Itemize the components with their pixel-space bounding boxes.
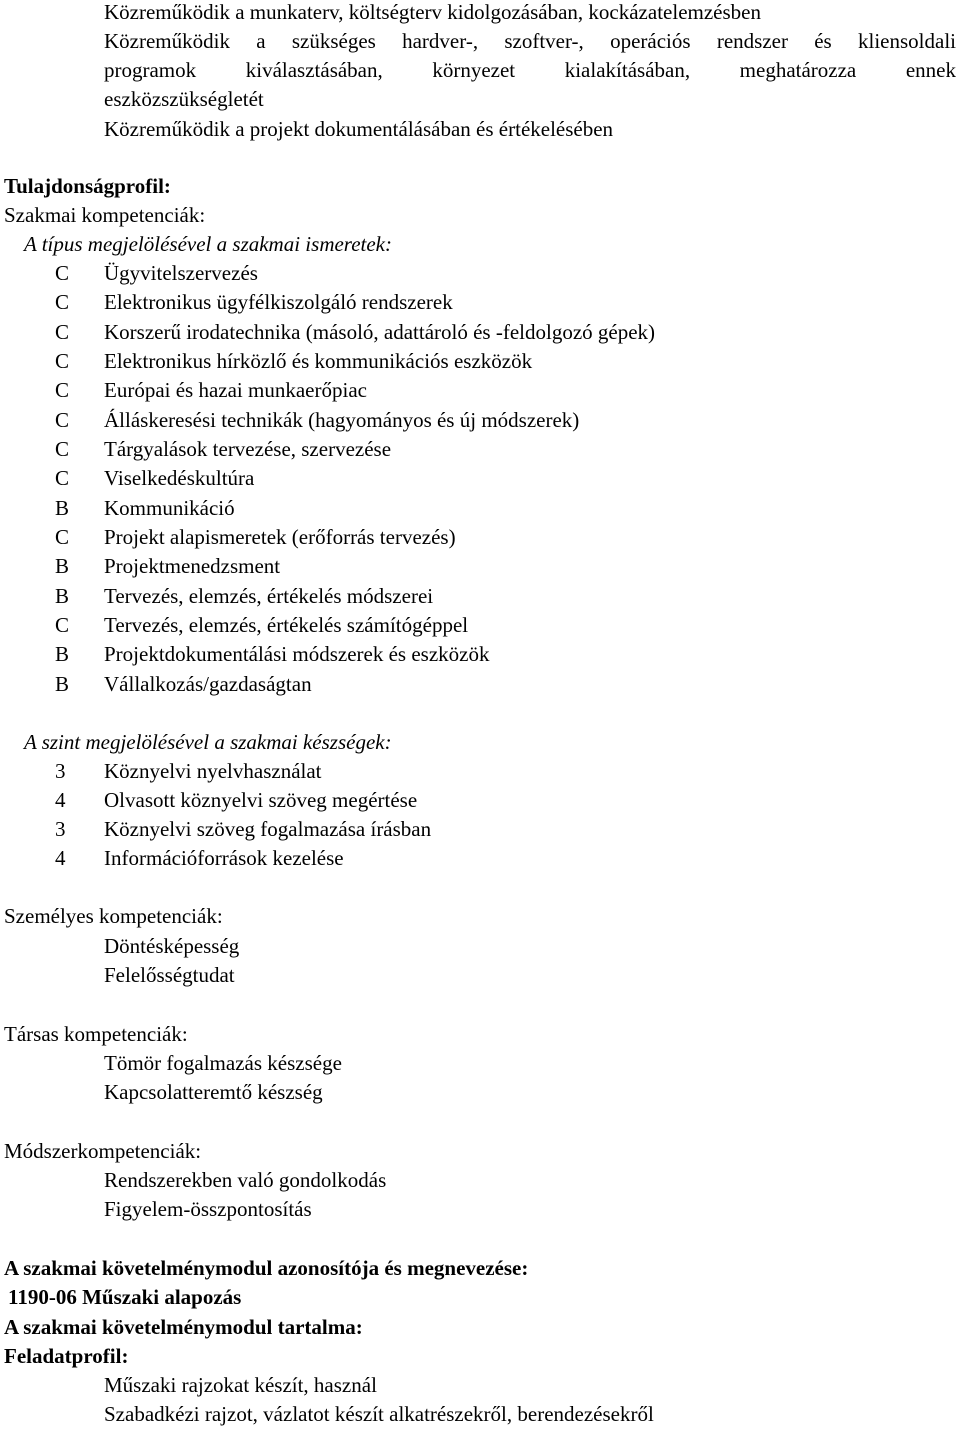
knowledge-item: Projekt alapismeretek (erőforrás tervezés)	[104, 525, 456, 549]
skill-level: 3	[55, 817, 66, 841]
skill-item: Köznyelvi szöveg fogalmazása írásban	[104, 817, 432, 841]
skill-level: 4	[55, 846, 66, 870]
knowledge-item: Tervezés, elemzés, értékelés módszerei	[104, 584, 434, 608]
skill-item: Információforrások kezelése	[104, 846, 344, 870]
knowledge-item: Európai és hazai munkaerőpiac	[104, 378, 367, 402]
social-competencies-label: Társas kompetenciák:	[4, 1022, 188, 1046]
knowledge-item: Viselkedéskultúra	[104, 466, 255, 490]
module-id-value: 1190-06 Műszaki alapozás	[8, 1285, 242, 1309]
knowledge-item: Kommunikáció	[104, 496, 235, 520]
knowledge-code: B	[55, 642, 70, 666]
knowledge-item: Elektronikus hírközlő és kommunikációs eszközök	[104, 349, 533, 373]
task-profile-heading: Feladatprofil:	[4, 1344, 129, 1368]
knowledge-code: C	[55, 466, 70, 490]
method-item: Rendszerekben való gondolkodás	[104, 1168, 387, 1192]
professional-competencies-label: Szakmai kompetenciák:	[4, 203, 206, 227]
skill-level: 4	[55, 788, 66, 812]
skills-label: A szint megjelölésével a szakmai készségek:	[24, 730, 392, 754]
knowledge-code: C	[55, 378, 70, 402]
skill-item: Köznyelvi nyelvhasználat	[104, 759, 322, 783]
knowledge-code: C	[55, 349, 70, 373]
knowledge-item: Vállalkozás/gazdaságtan	[104, 672, 312, 696]
task-line: eszközszükségletét	[104, 87, 264, 111]
personal-item: Felelősségtudat	[104, 963, 235, 987]
knowledge-item: Projektdokumentálási módszerek és eszközök	[104, 642, 490, 666]
social-item: Tömör fogalmazás készsége	[104, 1051, 342, 1075]
knowledge-code: B	[55, 584, 70, 608]
knowledge-code: C	[55, 261, 70, 285]
knowledge-code: C	[55, 437, 70, 461]
module-content-heading: A szakmai követelménymodul tartalma:	[4, 1315, 363, 1339]
social-item: Kapcsolatteremtő készség	[104, 1080, 323, 1104]
knowledge-code: B	[55, 672, 70, 696]
knowledge-code: C	[55, 290, 70, 314]
module-task-item: Szabadkézi rajzot, vázlatot készít alkatrészekről, berendezésekről	[104, 1402, 654, 1426]
task-line: programok kiválasztásában, környezet kialakításában, meghatározza ennek	[104, 58, 956, 82]
knowledge-code: B	[55, 496, 70, 520]
knowledge-item: Elektronikus ügyfélkiszolgáló rendszerek	[104, 290, 453, 314]
knowledge-item: Tervezés, elemzés, értékelés számítógéppel	[104, 613, 469, 637]
knowledge-item: Projektmenedzsment	[104, 554, 281, 578]
method-competencies-label: Módszerkompetenciák:	[4, 1139, 202, 1163]
task-line: Közreműködik a munkaterv, költségterv kidolgozásában, kockázatelemzésben	[104, 0, 761, 24]
knowledge-code: C	[55, 320, 70, 344]
personal-item: Döntésképesség	[104, 934, 240, 958]
knowledge-label: A típus megjelölésével a szakmai ismeretek:	[24, 232, 392, 256]
knowledge-item: Ügyvitelszervezés	[104, 261, 258, 285]
knowledge-item: Korszerű irodatechnika (másoló, adattároló és -feldolgozó gépek)	[104, 320, 656, 344]
knowledge-code: C	[55, 525, 70, 549]
module-id-heading: A szakmai követelménymodul azonosítója és megnevezése:	[4, 1256, 529, 1280]
task-line: Közreműködik a projekt dokumentálásában és értékelésében	[104, 117, 614, 141]
knowledge-item: Tárgyalások tervezése, szervezése	[104, 437, 392, 461]
skill-level: 3	[55, 759, 66, 783]
knowledge-code: B	[55, 554, 70, 578]
task-line: Közreműködik a szükséges hardver-, szoftver-, operációs rendszer és kliensoldali	[104, 29, 956, 53]
knowledge-code: C	[55, 613, 70, 637]
knowledge-code: C	[55, 408, 70, 432]
method-item: Figyelem-összpontosítás	[104, 1197, 312, 1221]
module-task-item: Műszaki rajzokat készít, használ	[104, 1373, 377, 1397]
profile-heading: Tulajdonságprofil:	[4, 174, 171, 198]
personal-competencies-label: Személyes kompetenciák:	[4, 904, 223, 928]
skill-item: Olvasott köznyelvi szöveg megértése	[104, 788, 418, 812]
knowledge-item: Álláskeresési technikák (hagyományos és új módszerek)	[104, 408, 580, 432]
